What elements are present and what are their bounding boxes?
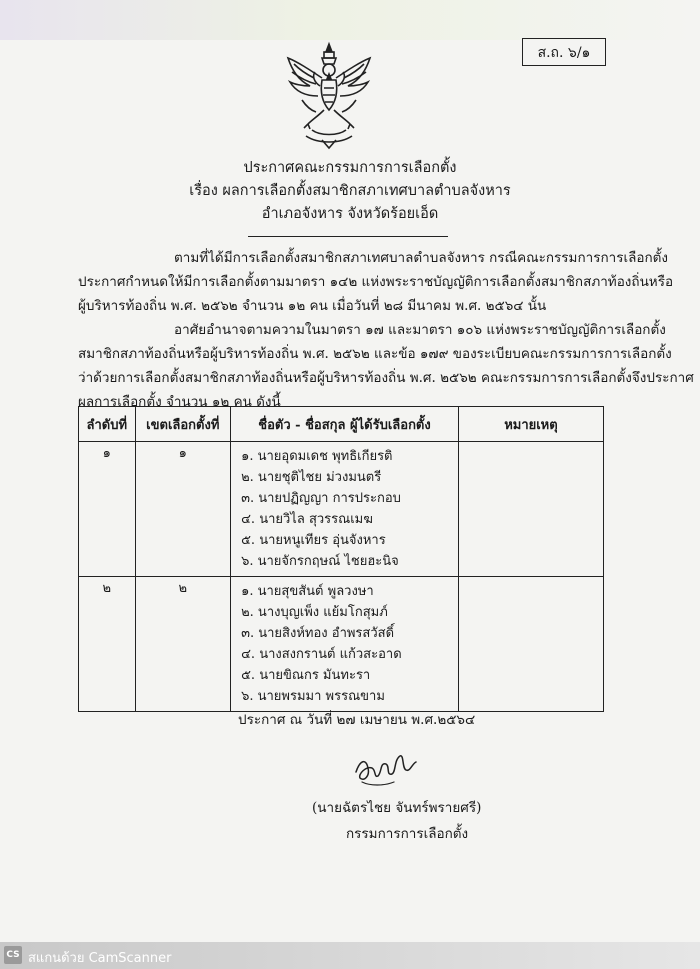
list-item: ๓. นายปฏิญญา การประกอบ bbox=[241, 491, 401, 506]
signer-name: (นายฉัตรไชย จันทร์พรายศรี) bbox=[312, 800, 482, 816]
paragraph-1-line: ผู้บริหารท้องถิ่น พ.ศ. ๒๕๖๒ จำนวน ๑๒ คน เมื่อวันที่ ๒๘ มีนาคม พ.ศ. ๒๕๖๔ นั้น bbox=[78, 298, 547, 314]
camscanner-logo-icon: CS bbox=[4, 946, 22, 964]
paragraph-2-line: อาศัยอำนาจตามความในมาตรา ๑๗ และมาตรา ๑๐๖ แห่งพระราชบัญญัติการเลือกตั้ง bbox=[174, 322, 666, 338]
paragraph-1-line: ประกาศกำหนดให้มีการเลือกตั้งตามมาตรา ๑๔๒ แห่งพระราชบัญญัติการเลือกตั้งสมาชิกสภาท้องถิ่นหรือ bbox=[78, 274, 674, 290]
row-note bbox=[458, 442, 603, 577]
announcement-date: ประกาศ ณ วันที่ ๒๗ เมษายน พ.ศ.๒๕๖๔ bbox=[238, 712, 476, 728]
row-order: ๒ bbox=[79, 577, 136, 712]
header-names: ชื่อตัว - ชื่อสกุล ผู้ได้รับเลือกตั้ง bbox=[231, 407, 459, 442]
table-header-row bbox=[79, 407, 604, 442]
list-item: ๖. นายจักรกฤษณ์ ไชยฮะนิจ bbox=[241, 554, 399, 569]
list-item: ๓. นายสิงห์ทอง อำพรสวัสดิ์ bbox=[241, 626, 395, 641]
table-row bbox=[79, 442, 604, 577]
scanner-footer bbox=[0, 942, 700, 969]
row-names-cell bbox=[231, 577, 459, 712]
scanner-watermark-text: สแกนด้วย CamScanner bbox=[28, 951, 172, 966]
election-results-table bbox=[78, 406, 604, 712]
paragraph-2-line: สมาชิกสภาท้องถิ่นหรือผู้บริหารท้องถิ่น พ.ศ. ๒๕๖๒ และข้อ ๑๗๙ ของระเบียบคณะกรรมการการเลือกตั้ง bbox=[78, 346, 672, 362]
title-line-3: อำเภอจังหาร จังหวัดร้อยเอ็ด bbox=[261, 206, 439, 222]
garuda-emblem-icon bbox=[282, 40, 376, 150]
header-district: เขตเลือกตั้งที่ bbox=[135, 407, 231, 442]
list-item: ๒. นางบุญเพ็ง แย้มโกสุมภ์ bbox=[241, 605, 388, 620]
row-note bbox=[458, 577, 603, 712]
row-district: ๒ bbox=[135, 577, 231, 712]
elected-names-list bbox=[231, 577, 458, 711]
list-item: ๕. นายขิณกร มันทะรา bbox=[241, 668, 371, 683]
paragraph-1-line: ตามที่ได้มีการเลือกตั้งสมาชิกสภาเทศบาลตำบลจังหาร กรณีคณะกรรมการการเลือกตั้ง bbox=[174, 250, 668, 266]
elected-names-list bbox=[231, 442, 458, 576]
row-names-cell bbox=[231, 442, 459, 577]
title-line-1: ประกาศคณะกรรมการการเลือกตั้ง bbox=[243, 160, 457, 176]
row-order: ๑ bbox=[79, 442, 136, 577]
list-item: ๖. นายพรมมา พรรณขาม bbox=[241, 689, 385, 704]
header-order: ลำดับที่ bbox=[79, 407, 136, 442]
row-district: ๑ bbox=[135, 442, 231, 577]
header-note: หมายเหตุ bbox=[458, 407, 603, 442]
paragraph-2 bbox=[78, 318, 694, 414]
list-item: ๔. นายวิไล สุวรรณเมฆ bbox=[241, 512, 373, 527]
handwritten-signature bbox=[350, 742, 430, 790]
signer-title: กรรมการการเลือกตั้ง bbox=[346, 826, 469, 842]
scan-top-shade bbox=[0, 0, 700, 40]
list-item: ๒. นายชุติไชย ม่วงมนตรี bbox=[241, 470, 382, 485]
paragraph-2-line: ว่าด้วยการเลือกตั้งสมาชิกสภาท้องถิ่นหรือผู้บริหารท้องถิ่น พ.ศ. ๒๕๖๒ คณะกรรมการการเลือกตั้งจึงประกาศ bbox=[78, 370, 694, 386]
paragraph-2-line: ผลการเลือกตั้ง จำนวน ๑๒ คน ดังนี้ bbox=[78, 394, 281, 410]
list-item: ๑. นายสุขสันต์ พูลวงษา bbox=[241, 584, 374, 599]
list-item: ๑. นายอุดมเดช พุทธิเกียรติ bbox=[241, 449, 393, 464]
list-item: ๔. นางสงกรานต์ แก้วสะอาด bbox=[241, 647, 402, 662]
list-item: ๕. นายหนูเทียร อุ่นจังหาร bbox=[241, 533, 386, 548]
table-row bbox=[79, 577, 604, 712]
title-divider bbox=[248, 236, 448, 237]
title-line-2: เรื่อง ผลการเลือกตั้งสมาชิกสภาเทศบาลตำบลจังหาร bbox=[189, 183, 511, 199]
paragraph-1 bbox=[78, 246, 674, 318]
form-code-box: ส.ถ. ๖/๑ bbox=[522, 38, 606, 66]
